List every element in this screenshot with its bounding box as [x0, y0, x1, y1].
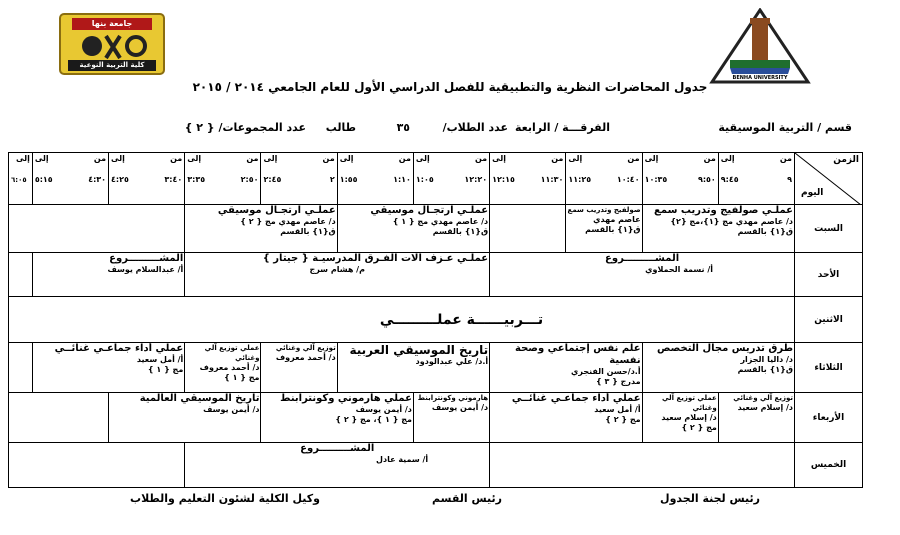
- sun-lecture-3: [32, 253, 184, 297]
- thu-lecture-1: [185, 443, 490, 488]
- row-monday: [9, 297, 863, 343]
- level: الفرقـــة / الرابعة: [514, 121, 610, 134]
- wed-lecture-2: [642, 393, 718, 443]
- wed-1-teacher: د/ إسلام سعيد: [737, 403, 794, 412]
- row-thursday: [9, 443, 863, 488]
- sat-4-teacher: د/ عاصم مهدي مج { ٢ }: [240, 217, 336, 226]
- sat-empty-2: [9, 205, 185, 253]
- page-title: جدول المحاضرات النظرية والتطبيقية للفصل الدراسي الأول للعام الجامعي ٢٠١٤ / ٢٠١٥: [192, 80, 708, 94]
- from-label: من: [246, 154, 259, 163]
- wed-lecture-6: [109, 393, 261, 443]
- tue-4-course: توزيع آلي وغنائي: [275, 344, 336, 352]
- footer-schedule-committee: رئيس لجنة الجدول: [660, 492, 760, 505]
- wed-lecture-4: [413, 393, 489, 443]
- day-saturday: السبت: [795, 205, 863, 253]
- tue-lecture-6: [32, 343, 184, 393]
- from-label: من: [551, 154, 564, 163]
- time-slot-2: [642, 153, 718, 205]
- slot-from: ١٠:٤٠: [616, 175, 640, 184]
- thu-empty-2: [9, 443, 185, 488]
- to-label: إلى: [492, 154, 506, 163]
- faculty-logo-bottom: كلية التربية النوعية: [79, 61, 145, 69]
- row-sunday: [9, 253, 863, 297]
- students-unit: طالب: [325, 121, 356, 134]
- slot-from: ٩:٥٠: [697, 175, 716, 184]
- tue-4-teacher: د/ أحمد معروف: [275, 353, 336, 362]
- slot-to: ٥:١٥: [34, 175, 53, 184]
- sat-lecture-3: [337, 205, 489, 253]
- tue-5-teacher: د/ أحمد معروف: [199, 363, 260, 372]
- time-slot-5: [413, 153, 489, 205]
- row-wednesday: [9, 393, 863, 443]
- tue-3-teacher: أ.د/ علي عبدالودود: [415, 357, 489, 366]
- from-label: من: [170, 154, 183, 163]
- tue-1-course: طرق تدريس مجال التخصص: [657, 343, 794, 354]
- corner-day: اليوم: [801, 188, 824, 198]
- tue-6-teacher: أ/ أمل سعيد: [136, 355, 184, 364]
- wed-6-course: تاريخ الموسيقي العالمية: [139, 393, 260, 404]
- time-slot-3: [566, 153, 642, 205]
- sat-3-course: عملـي ارتجـال موسيقي: [370, 205, 489, 216]
- tue-6-group: مج { ١ }: [147, 365, 184, 374]
- sun-1-teacher: أ/ نسمة الحملاوي: [645, 265, 714, 274]
- tue-5-group: مج { ١ }: [224, 373, 260, 382]
- wed-5-teacher: د/ أيمن يوسف: [355, 405, 412, 414]
- time-slot-8: [185, 153, 261, 205]
- tue-lecture-3: [337, 343, 489, 393]
- sat-1-room: ق{١} بالقسم: [737, 227, 794, 236]
- thu-empty-1: [490, 443, 795, 488]
- footer-department-head: رئيس القسم: [432, 492, 502, 505]
- wed-2-course: عملي توزيع آلي وغنائي: [661, 394, 717, 412]
- time-slot-6: [337, 153, 413, 205]
- corner-cell: [795, 153, 863, 205]
- sun-lecture-2: [185, 253, 490, 297]
- slot-from: ٤:٣٠: [88, 175, 107, 184]
- sat-lecture-2: [566, 205, 642, 253]
- time-slot-10: [32, 153, 108, 205]
- corner-time: الزمن: [833, 155, 859, 165]
- tue-lecture-2: [490, 343, 642, 393]
- to-label: إلى: [415, 154, 430, 163]
- tue-1-teacher: د/ داليا الجزار: [740, 355, 794, 364]
- university-logo-text: BENHA UNIVERSITY: [732, 75, 788, 81]
- sat-lecture-1: [642, 205, 794, 253]
- sun-3-teacher: أ/ عبدالسلام يوسف: [107, 265, 184, 274]
- tue-lecture-4: [261, 343, 337, 393]
- department: قسم / التربية الموسيقية: [718, 121, 852, 134]
- tue-2-teacher: أ.د/حسن الفنجري: [571, 367, 641, 376]
- from-label: من: [93, 154, 107, 163]
- sun-empty: [9, 253, 33, 297]
- faculty-logo: [58, 12, 166, 76]
- tue-5-course: عملي توزيع آلي وغنائي: [204, 344, 260, 362]
- to-label: إلى: [568, 154, 583, 163]
- to-label: إلى: [15, 154, 30, 163]
- sun-lecture-1: [490, 253, 795, 297]
- tue-2-course: علم نفس إجتماعي وصحة نفسية: [515, 343, 641, 366]
- sat-1-course: عملـي صولفيج وتدريب سمع: [654, 205, 794, 216]
- wed-2-group: مج { ٢ }: [681, 423, 717, 432]
- slot-from: ٣:٤٠: [164, 175, 183, 184]
- sat-3-room: ق{١} بالقسم: [432, 227, 489, 236]
- from-label: من: [474, 154, 488, 163]
- wed-3-teacher: أ/ أمل سعيد: [594, 405, 641, 414]
- sun-3-course: المشـــــــــروع: [109, 253, 184, 264]
- slot-to: ١٠:٣٥: [644, 175, 668, 184]
- sun-2-course: عملـي عـزف الات الفـرق المدرسيـة { جيتار }: [262, 253, 489, 264]
- day-thursday: الخميس: [795, 443, 863, 488]
- wed-6-teacher: د/ أيمن يوسف: [203, 405, 260, 414]
- sat-2-room: ق{١} بالقسم: [585, 225, 641, 234]
- tue-lecture-1: [642, 343, 794, 393]
- sat-2-course: صولفيج وتدريب سمع: [567, 206, 641, 214]
- to-label: إلى: [339, 154, 354, 163]
- groups-count: عدد المجموعات/ { ٢ }: [184, 121, 306, 134]
- from-label: من: [398, 154, 411, 163]
- slot-to: ٩:٤٥: [720, 175, 739, 184]
- mon-practicum-label: تـــربيــــــة عملـــــــــي: [379, 311, 544, 328]
- to-label: إلى: [263, 154, 278, 163]
- slot-to: ٤:٢٥: [111, 175, 129, 184]
- wed-lecture-3: [490, 393, 642, 443]
- slot-from: ٢: [329, 175, 335, 184]
- wed-2-teacher: د/ إسلام سعيد: [661, 413, 717, 422]
- sat-empty-1: [490, 205, 566, 253]
- wed-3-course: عملي أداء جماعـي غنائــي: [511, 393, 641, 404]
- sat-4-room: ق{١} بالقسم: [280, 227, 336, 236]
- time-slot-9: [109, 153, 185, 205]
- tue-lecture-5: [185, 343, 261, 393]
- wed-lecture-5: [261, 393, 413, 443]
- row-saturday: [9, 205, 863, 253]
- from-label: من: [322, 154, 335, 163]
- tue-empty: [9, 343, 33, 393]
- wed-5-group: مج { ١ }، مج { ٢ }: [335, 415, 412, 424]
- slot-to: ٣:٣٥: [187, 175, 206, 184]
- sat-1-teacher: د/ عاصم مهدي مج {١}،مج {٢}: [670, 217, 794, 226]
- time-slot-1: [718, 153, 794, 205]
- time-slot-4: [490, 153, 566, 205]
- from-label: من: [703, 154, 716, 163]
- slot-to: ١٢:١٥: [492, 175, 515, 184]
- to-label: إلى: [111, 154, 125, 163]
- wed-4-course: هارموني وكونترابنط: [417, 394, 489, 402]
- slot-to: ١١:٢٥: [568, 175, 592, 184]
- from-label: من: [627, 154, 640, 163]
- sat-3-teacher: د/ عاصم مهدي مج { ١ }: [392, 217, 489, 226]
- sat-4-course: عملـي ارتجـال موسيقي: [217, 205, 336, 216]
- wed-4-teacher: د/ أيمن يوسف: [431, 403, 489, 412]
- wed-empty: [9, 393, 109, 443]
- slot-to: ١:٠٥: [415, 175, 434, 184]
- tue-6-course: عملي أداء جماعـي غنائــي: [54, 343, 184, 354]
- day-tuesday: الثلاثاء: [795, 343, 863, 393]
- tue-1-room: ق{١} بالقسم: [737, 365, 794, 374]
- slot-from: ١:١٠: [393, 175, 411, 184]
- schedule-table: [8, 152, 863, 488]
- time-slot-11: [9, 153, 33, 205]
- wed-5-course: عملي هارموني وكونترابنط: [280, 393, 412, 404]
- to-label: إلى: [720, 154, 735, 163]
- to-label: إلى: [644, 154, 659, 163]
- time-header-row: [9, 153, 863, 205]
- thu-1-course: المشـــــــــروع: [300, 443, 375, 454]
- slot-from: ٩: [787, 175, 793, 184]
- students-value: ٣٥: [396, 121, 410, 134]
- day-monday: الاثنين: [795, 297, 863, 343]
- slot-to: ٢:٤٥: [263, 175, 282, 184]
- faculty-logo-top: جامعة بنها: [91, 19, 133, 28]
- slot-to: ٦:٠٥: [11, 176, 27, 184]
- sun-1-course: المشـــــــــروع: [605, 253, 680, 264]
- row-tuesday: [9, 343, 863, 393]
- wed-lecture-1: [718, 393, 794, 443]
- wed-1-course: توزيع آلي وغنائي: [733, 394, 794, 402]
- slot-from: ١٢:٢٠: [464, 175, 488, 184]
- day-sunday: الأحد: [795, 253, 863, 297]
- sun-2-teacher: م/ هشام سرج: [309, 265, 365, 274]
- footer-vice-dean: وكيل الكلية لشئون التعليم والطلاب: [130, 492, 320, 505]
- tue-2-room: مدرج { ٣ }: [595, 377, 641, 386]
- slot-from: ٢:٥٠: [240, 175, 259, 184]
- university-logo: [708, 8, 812, 86]
- tue-3-course: تاريخ الموسيقي العربية: [349, 343, 489, 357]
- students-label: عدد الطلاب/: [442, 121, 508, 134]
- to-label: إلى: [187, 154, 202, 163]
- time-slot-7: [261, 153, 337, 205]
- mon-practicum: [9, 297, 795, 343]
- sat-lecture-4: [185, 205, 337, 253]
- day-wednesday: الأربعاء: [795, 393, 863, 443]
- slot-to: ١:٥٥: [339, 175, 358, 184]
- wed-3-group: مج { ٢ }: [605, 415, 641, 424]
- thu-1-teacher: أ/ سمية عادل: [376, 455, 429, 464]
- sat-2-teacher: عاصم مهدي: [593, 215, 641, 224]
- from-label: من: [779, 154, 793, 163]
- to-label: إلى: [34, 154, 49, 163]
- slot-from: ١١:٣٠: [540, 175, 564, 184]
